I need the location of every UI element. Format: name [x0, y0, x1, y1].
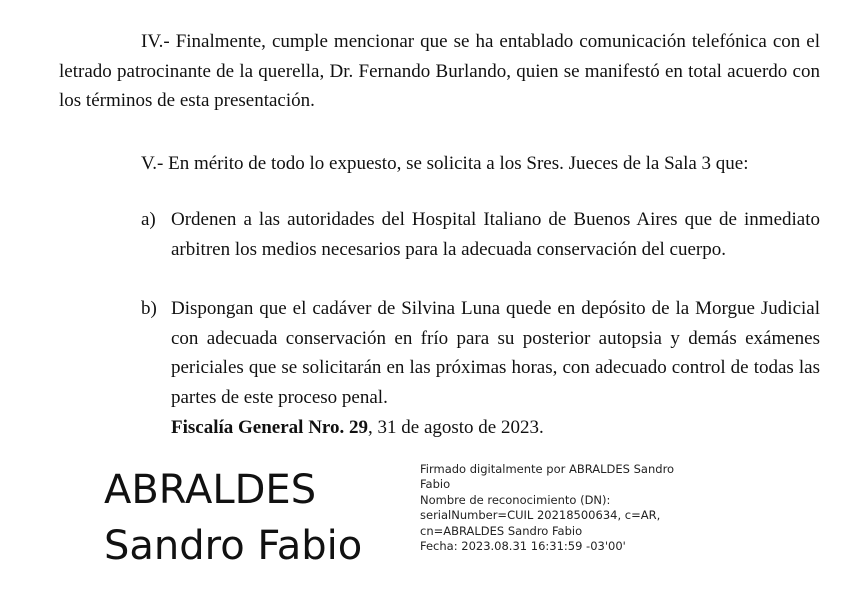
list-marker: a): [141, 209, 156, 230]
signature-detail-line: Fecha: 2023.08.31 16:31:59 -03'00': [420, 539, 626, 554]
signature-detail-line: serialNumber=CUIL 20218500634, c=AR,: [420, 508, 661, 523]
request-item-b: [141, 294, 820, 412]
list-marker: b): [141, 298, 157, 319]
signature-detail-line: Firmado digitalmente por ABRALDES Sandro: [420, 462, 675, 476]
paragraph-iv-text: IV.- Finalmente, cumple mencionar que se ha entablado comunicación telefónica con el letrado patrocinante de la querella, Dr. Fernando Burlando, quien se manifestó en total acuerdo con los términos de esta presentación.: [59, 31, 820, 111]
paragraph-v: [59, 149, 820, 179]
office-name: Fiscalía General Nro. 29: [171, 417, 369, 438]
signature-name: [104, 462, 362, 574]
paragraph-v-text: V.- En mérito de todo lo expuesto, se solicita a los Sres. Jueces de la Sala 3 que:: [141, 153, 749, 174]
signature-surname: ABRALDES: [104, 467, 317, 513]
signature-detail-line: Fabio: [420, 477, 451, 492]
list-item-text: Ordenen a las autoridades del Hospital Italiano de Buenos Aires que de inmediato arbitren los medios necesarios para la adecuada conservación del cuerpo.: [171, 209, 820, 260]
paragraph-iv: [59, 27, 820, 116]
list-item: [141, 294, 820, 412]
signature-given-names: Sandro Fabio: [104, 523, 363, 569]
signature-detail-line: Nombre de reconocimiento (DN):: [420, 492, 611, 507]
list-item-text: Dispongan que el cadáver de Silvina Luna quede en depósito de la Morgue Judicial con adecuada conservación en frío para su posterior autopsia y demás exámenes periciales que se solicitarán en las próximas horas, con adecuado control de todas las partes de este proceso penal.: [171, 298, 820, 408]
list-item: [141, 205, 820, 264]
closing-date: , 31 de agosto de 2023.: [368, 417, 544, 438]
closing-line: [171, 413, 544, 443]
request-item-a: [141, 205, 820, 264]
signature-detail-line: cn=ABRALDES Sandro Fabio: [420, 523, 583, 538]
digital-signature-details: [420, 462, 740, 554]
